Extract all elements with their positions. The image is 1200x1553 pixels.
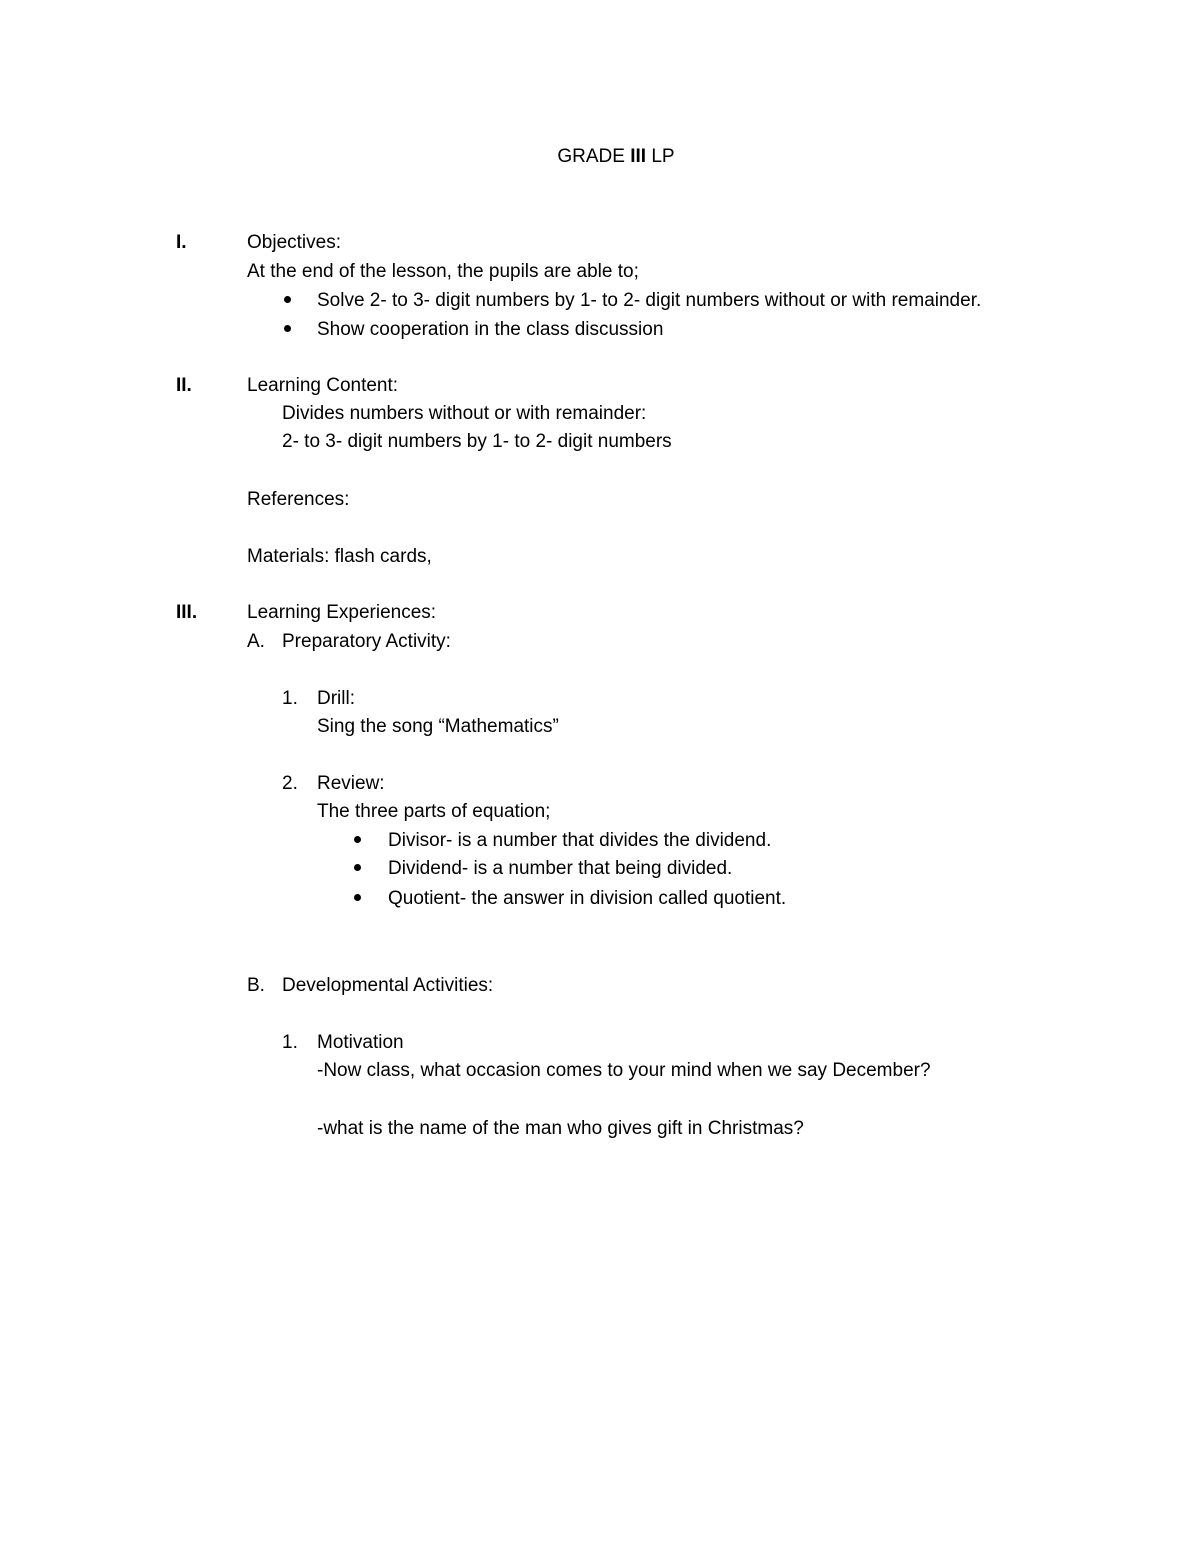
content-line: 2- to 3- digit numbers by 1- to 2- digit numbers (282, 431, 672, 452)
item-number: 2. (282, 773, 298, 794)
objective-item: Show cooperation in the class discussion (317, 319, 664, 340)
part-b-letter: B. (247, 975, 265, 996)
drill-label: Drill: (317, 688, 355, 709)
objectives-intro: At the end of the lesson, the pupils are able to; (247, 261, 639, 282)
objective-item: Solve 2- to 3- digit numbers by 1- to 2- digit numbers without or with remainder. (317, 290, 982, 311)
content-line: Divides numbers without or with remainder: (282, 403, 647, 424)
section-3-numeral: III. (176, 602, 198, 623)
review-bullet: Divisor- is a number that divides the dividend. (388, 830, 772, 851)
title-grade-numeral: III (630, 146, 647, 167)
section-2-heading: Learning Content: (247, 375, 399, 396)
review-bullet: Dividend- is a number that being divided. (388, 858, 733, 879)
document-title (0, 145, 1200, 169)
section-1-numeral: I. (176, 232, 187, 253)
part-a-letter: A. (247, 631, 265, 652)
bullet-icon (354, 894, 361, 901)
bullet-icon (354, 836, 361, 843)
materials-label: Materials: flash cards, (247, 546, 432, 567)
title-prefix: GRADE (557, 146, 625, 167)
section-2-numeral: II. (176, 375, 192, 396)
bullet-icon (284, 296, 291, 303)
section-3-heading: Learning Experiences: (247, 602, 437, 623)
item-number: 1. (282, 1032, 298, 1053)
review-label: Review: (317, 773, 385, 794)
review-text: The three parts of equation; (317, 801, 551, 822)
bullet-icon (284, 325, 291, 332)
part-b-heading: Developmental Activities: (282, 975, 494, 996)
item-number: 1. (282, 688, 298, 709)
motivation-question: -Now class, what occasion comes to your mind when we say December? (317, 1060, 931, 1081)
part-a-heading: Preparatory Activity: (282, 631, 451, 652)
motivation-label: Motivation (317, 1032, 404, 1053)
title-suffix: LP (651, 146, 675, 167)
bullet-icon (354, 864, 361, 871)
drill-text: Sing the song “Mathematics” (317, 716, 559, 737)
review-bullet: Quotient- the answer in division called quotient. (388, 888, 787, 909)
section-1-heading: Objectives: (247, 232, 341, 253)
references-label: References: (247, 489, 350, 510)
motivation-question: -what is the name of the man who gives gift in Christmas? (317, 1118, 804, 1139)
